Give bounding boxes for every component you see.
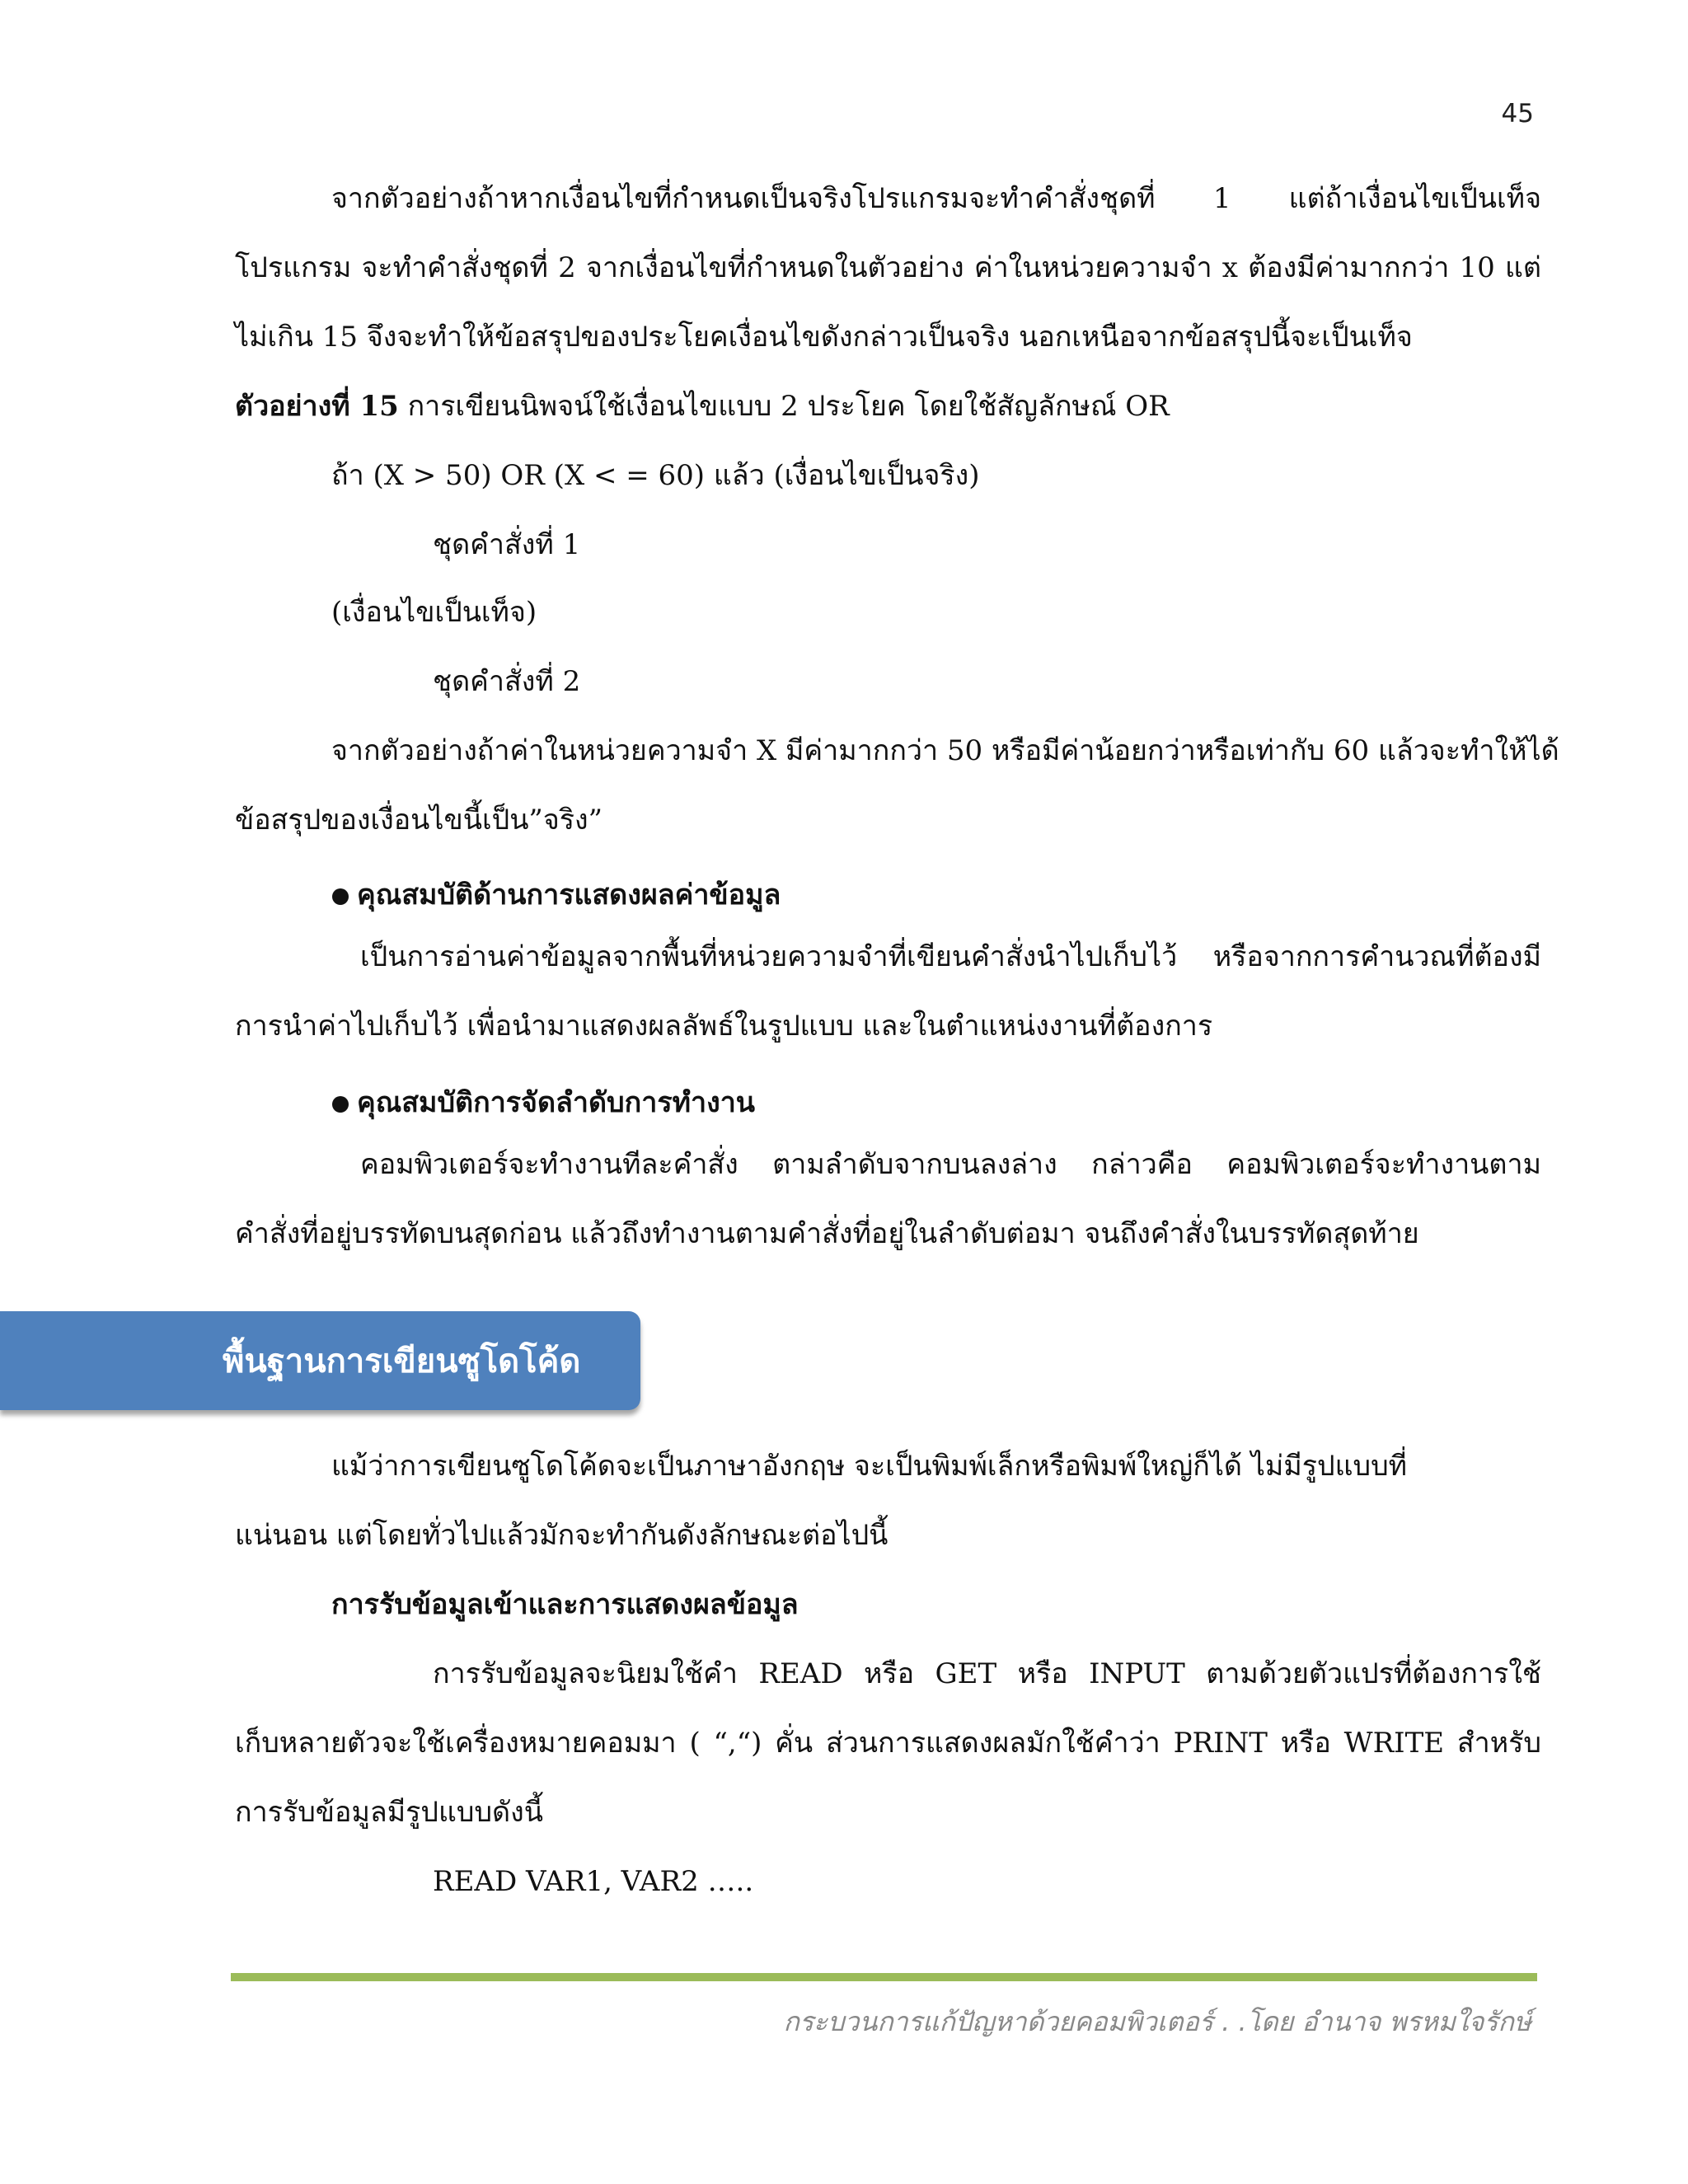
example-label: ตัวอย่างที่ 15 <box>235 390 399 423</box>
page-number: 45 <box>1501 99 1534 129</box>
example-false-label: (เงื่อนไขเป็นเท็จ) <box>331 596 537 629</box>
bullet-title: คุณสมบัติการจัดลำดับการทำงาน <box>357 1086 756 1119</box>
example-heading <box>235 391 1541 423</box>
footer-text: กระบวนการแก้ปัญหาด้วยคอมพิวเตอร์ . .โดย อำนาจ พรหมใจรักษ์ <box>783 2006 1531 2037</box>
paragraph-line: แน่นอน แต่โดยทั่วไปแล้วมักจะทำกันดังลักษณะต่อไปนี้ <box>235 1519 889 1552</box>
example-text: การเขียนนิพจน์ใช้เงื่อนไขแบบ 2 ประโยค โดยใช้สัญลักษณ์ OR <box>407 390 1170 423</box>
section-banner <box>0 1311 640 1410</box>
bullet-dot-icon <box>332 1096 349 1113</box>
paragraph-line: การรับข้อมูลมีรูปแบบดังนี้ <box>235 1796 543 1829</box>
example-set1: ชุดคำสั่งที่ 1 <box>433 528 581 561</box>
paragraph-line: การนำค่าไปเก็บไว้ เพื่อนำมาแสดงผลลัพธ์ในรูปแบบ และในตำแหน่งงานที่ต้องการ <box>235 1010 1213 1043</box>
bullet-heading-display <box>332 872 781 916</box>
paragraph-line: เก็บหลายตัวจะใช้เครื่องหมายคอมมา ( “,“) คั่น ส่วนการแสดงผลมักใช้คำว่า PRINT หรือ WRITE สำหรับ <box>235 1727 1541 1760</box>
paragraph-line: จากตัวอย่างถ้าหากเงื่อนไขที่กำหนดเป็นจริงโปรแกรมจะทำคำสั่งชุดที่ 1 แต่ถ้าเงื่อนไขเป็นเท็จ <box>331 182 1541 215</box>
footer-divider <box>231 1973 1537 1981</box>
bullet-dot-icon <box>332 888 349 905</box>
paragraph-line: คำสั่งที่อยู่บรรทัดบนสุดก่อน แล้วถึงทำงานตามคำสั่งที่อยู่ในลำดับต่อมา จนถึงคำสั่งในบรรทัดสุดท้าย <box>235 1217 1419 1250</box>
subheading: การรับข้อมูลเข้าและการแสดงผลข้อมูล <box>331 1588 799 1621</box>
paragraph-line: โปรแกรม จะทำคำสั่งชุดที่ 2 จากเงื่อนไขที่กำหนดในตัวอย่าง ค่าในหน่วยความจำ x ต้องมีค่ามากกว่า 10 แต่ <box>235 251 1541 284</box>
code-line: READ VAR1, VAR2 ….. <box>433 1865 754 1898</box>
paragraph-line: เป็นการอ่านค่าข้อมูลจากพื้นที่หน่วยความจำที่เขียนคำสั่งนำไปเก็บไว้ หรือจากการคำนวณที่ต้องมี <box>360 940 1541 973</box>
paragraph-line: ข้อสรุปของเงื่อนไขนี้เป็น”จริง” <box>235 804 603 837</box>
example-set2: ชุดคำสั่งที่ 2 <box>433 665 581 698</box>
bullet-title: คุณสมบัติด้านการแสดงผลค่าข้อมูล <box>357 879 781 912</box>
paragraph-line: จากตัวอย่างถ้าค่าในหน่วยความจำ X มีค่ามากกว่า 50 หรือมีค่าน้อยกว่าหรือเท่ากับ 60 แล้วจะทำให้ได้ <box>331 734 1559 767</box>
paragraph-line: การรับข้อมูลจะนิยมใช้คำ READ หรือ GET หรือ INPUT ตามด้วยตัวแปรที่ต้องการใช้ <box>433 1657 1541 1690</box>
paragraph-line: ไม่เกิน 15 จึงจะทำให้ข้อสรุปของประโยคเงื่อนไขดังกล่าวเป็นจริง นอกเหนือจากข้อสรุปนี้จะเป็นเท็จ <box>235 321 1413 354</box>
bullet-heading-order <box>332 1080 755 1124</box>
section-title: พื้นฐานการเขียนซูโดโค้ด <box>223 1342 581 1380</box>
paragraph-line: คอมพิวเตอร์จะทำงานทีละคำสั่ง ตามลำดับจากบนลงล่าง กล่าวคือ คอมพิวเตอร์จะทำงานตาม <box>360 1148 1541 1181</box>
example-condition: ถ้า (X > 50) OR (X < = 60) แล้ว (เงื่อนไขเป็นจริง) <box>331 459 980 492</box>
paragraph-line: แม้ว่าการเขียนซูโดโค้ดจะเป็นภาษาอังกฤษ จะเป็นพิมพ์เล็กหรือพิมพ์ใหญ่ก็ได้ ไม่มีรูปแบบที่ <box>331 1450 1408 1483</box>
